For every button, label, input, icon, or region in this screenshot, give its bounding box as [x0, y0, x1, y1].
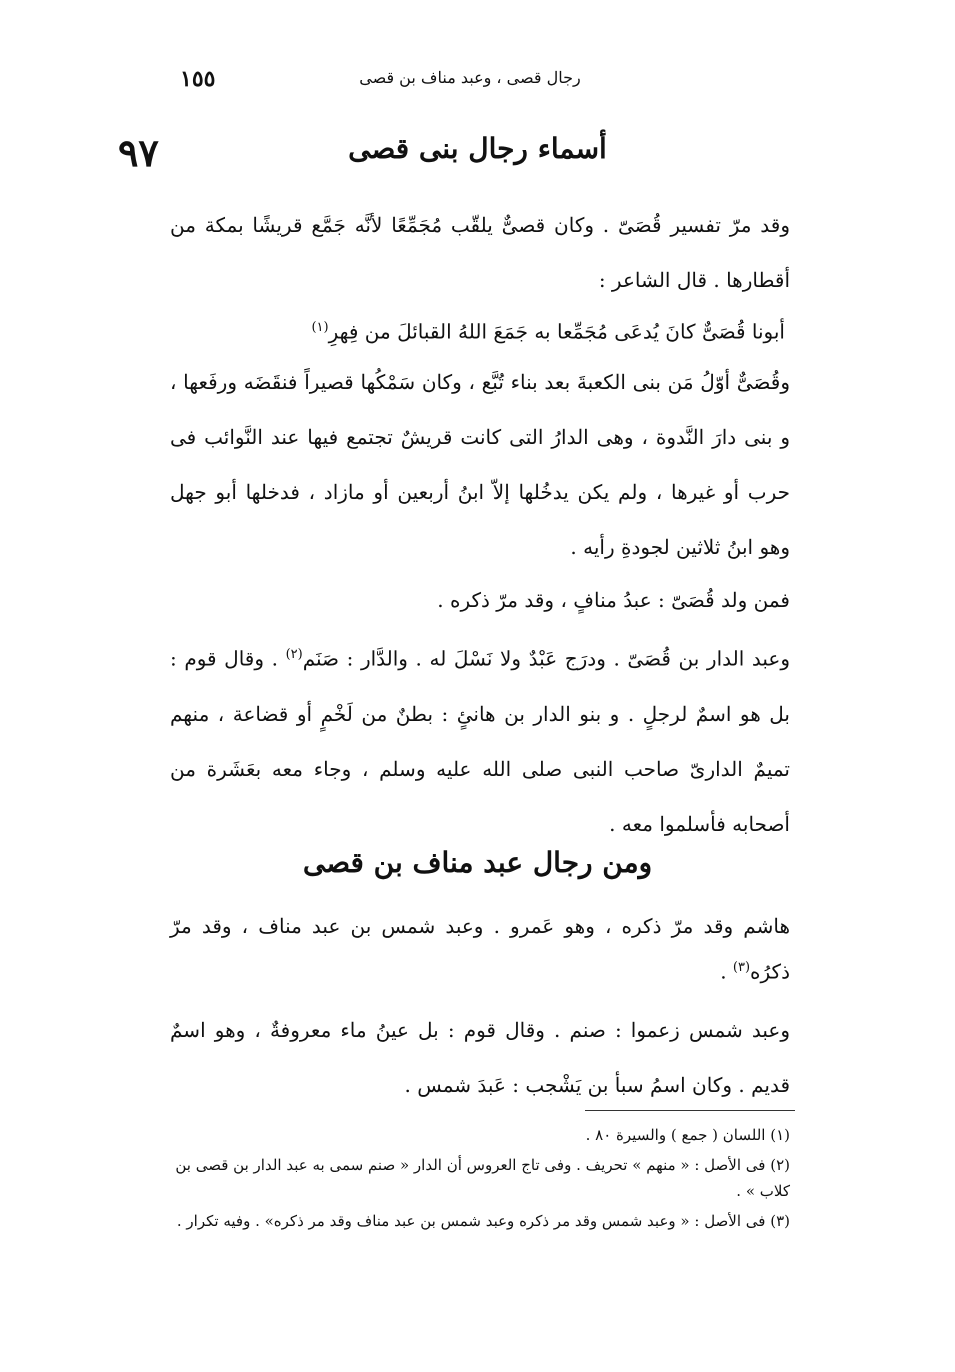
- footnote-1: (١) اللسان ( جمع ) والسيرة ٨٠ .: [585, 1126, 790, 1144]
- footnotes: [170, 1122, 790, 1238]
- footnote-ref-3: (٣): [732, 960, 751, 975]
- running-head: رجال قصى ، وعبد مناف بن قصى: [359, 68, 581, 87]
- section-number: ٩٧: [118, 130, 159, 175]
- section-title-abd-manaf: ومن رجال عبد مناف بن قصى: [302, 846, 653, 879]
- section-title-qusay: أسماء رجال بنى قصى: [348, 132, 607, 165]
- footnote-3: (٣) فى الأصل : « وعبد شمس وقد مر ذكره وعبد شمس بن عبد مناف وقد مر ذكره» . وفيه تكرار .: [176, 1212, 790, 1230]
- paragraph-4: [170, 627, 790, 852]
- paragraph-6: وعبد شمس زعموا : صنم . وقال قوم : بل عينُ ماء معروفةٌ ، وهو اسمٌ قديم . وكان اسمُ سبأ بن يَشْجب : عَبدَ شمس .: [170, 1018, 790, 1097]
- footnote-ref-1: (١): [311, 320, 329, 335]
- paragraph-5-start: هاشم وقد مرّ ذكره ، وهو عَمرو . وعبد شمس بن عبد مناف ، وقد مرّ ذكرُه: [170, 914, 790, 984]
- paragraph-5: [170, 905, 790, 993]
- paragraph-4-end: . وقال قوم : بل هو اسمٌ لرجلٍ . و بنو الدار بن هانئٍ : بطنٌ من لَخْمٍ أو قضاعة ، منهم تميمٌ الدارىّ صاحب النبى صلى الله عليه وسلم ، وجاء معه بعَشَرة من أصحابه فأسلموا معه .: [170, 646, 790, 836]
- footnote-ref-2: (٢): [285, 647, 303, 662]
- paragraph-2: وقُصَىٌّ أوّلُ مَن بنى الكعبةَ بعد بناء تُبَّع ، وكان سَمْكُها قصيراً فنقَضَه ورفَعها ، و بنى دارَ النَّدوة ، وهى الدارُ التى كانت قريشٌ تجتمع فيها عند النَّوائب فى حرب أو غيرها ، ولم يكن يدخُلها إلاّ ابنُ أربعين أو مازاد ، فدخلها أبو جهل وهو ابنُ ثلاثين لجودةِ رأيه .: [170, 370, 790, 559]
- footnote-2: (٢) فى الأصل : « منهم » تحريف . وفى تاج العروس أن الدار « صنم سمى به عبد الدار بن قصى بن كلاب » .: [175, 1156, 790, 1200]
- footnote-divider: [585, 1110, 795, 1111]
- page-number: ١٥٥: [180, 66, 216, 92]
- paragraph-4-start: وعبد الدار بن قُصَىّ . ودرَج عَبْدٌ ولا نَسْلَ له . والدَّار : صَنَم: [302, 646, 790, 671]
- paragraph-1: وقد مرّ تفسير قُصَىّ . وكان قصىٌّ يلقّب مُجَمِّعًا لأنَّه جَمَّع قريشًا بمكة من أقطارها . قال الشاعر :: [170, 213, 790, 292]
- poetry-verse: [165, 300, 785, 360]
- paragraph-3: فمن ولد قُصَىّ : عبدُ منافٍ ، وقد مرّ ذكره .: [437, 588, 790, 612]
- verse-text: أبونا قُصَىٌّ كانَ يُدعَى مُجَمِّعا به جَمَعَ اللهُ القبائلَ من فِهرِ: [328, 319, 785, 344]
- paragraph-5-end: .: [720, 959, 733, 984]
